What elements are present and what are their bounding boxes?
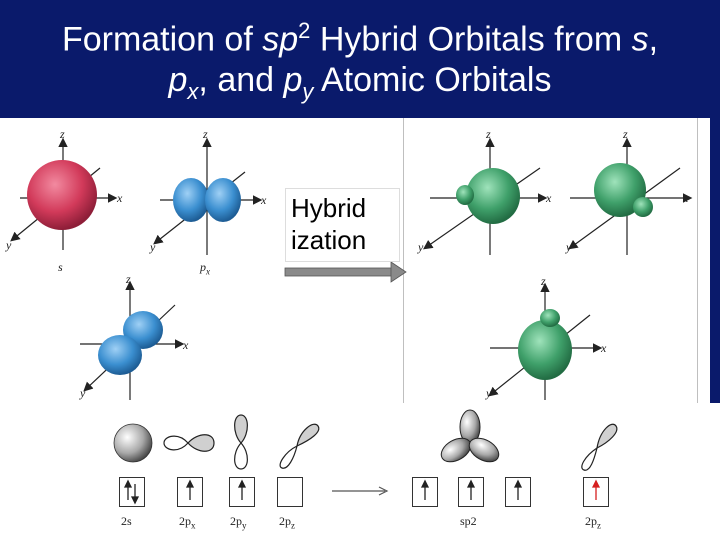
sp2-1-axis-z-label: z <box>486 127 491 141</box>
s-axis-z-label: z <box>60 127 65 141</box>
2pz-label <box>279 514 295 530</box>
py-axis-x-label: x <box>183 338 189 352</box>
sp2-3-axis-y-label: y <box>486 386 492 400</box>
sp2-1-axis-x-label: x <box>546 191 552 205</box>
2s-label: 2s <box>121 514 132 528</box>
sp2-3-axis-x-label: x <box>601 341 607 355</box>
px-axis-z-label: z <box>203 127 208 141</box>
px-label-p: p <box>200 260 206 274</box>
2py-label-sub: y <box>242 520 247 531</box>
2pz-right-label-sub: z <box>597 520 601 531</box>
s-orbital-label: s <box>58 260 63 274</box>
sp2-2-axis-x-label: x <box>683 191 689 205</box>
title-p1: p <box>168 61 188 100</box>
2pz-label-sub: z <box>291 520 295 531</box>
2pz-right-label <box>585 514 601 530</box>
title-sub-x: x <box>187 79 199 105</box>
2py-label <box>230 514 247 530</box>
2px-label-sub: x <box>191 520 196 531</box>
2px-label-main: 2p <box>179 514 191 528</box>
hybridization-line-2: ization <box>291 225 367 255</box>
px-label-sub: x <box>206 266 210 277</box>
title-text-2: Hybrid Orbitals from <box>310 20 632 59</box>
sp2-2-axis-y-label: y <box>566 240 572 254</box>
hybridization-line-1: Hybrid <box>291 193 367 223</box>
title-sp: sp <box>262 20 299 59</box>
py-axis-y-label: y <box>80 386 86 400</box>
title-p2: p <box>283 61 303 100</box>
title-sup: 2 <box>298 18 311 43</box>
2py-label-main: 2p <box>230 514 242 528</box>
sp2-2-axis-z-label: z <box>623 127 628 141</box>
sp2-3-axis-z-label: z <box>541 274 546 288</box>
sp2-label: sp2 <box>460 514 477 528</box>
py-axis-z-label: z <box>126 272 131 286</box>
title-s: s <box>631 20 649 59</box>
sp2-1-axis-y-label: y <box>418 240 424 254</box>
2pz-right-label-main: 2p <box>585 514 597 528</box>
2pz-label-main: 2p <box>279 514 291 528</box>
title-text-1: Formation of <box>61 20 263 59</box>
title-text-3: , and <box>198 61 284 100</box>
s-axis-x-label: x <box>117 191 123 205</box>
s-axis-y-label: y <box>6 238 12 252</box>
title-sub-y: y <box>302 79 314 105</box>
title-text-4: Atomic Orbitals <box>313 61 552 100</box>
2px-label <box>179 514 196 530</box>
px-axis-y-label: y <box>150 240 156 254</box>
px-axis-x-label: x <box>261 193 267 207</box>
title-comma: , <box>648 20 659 59</box>
